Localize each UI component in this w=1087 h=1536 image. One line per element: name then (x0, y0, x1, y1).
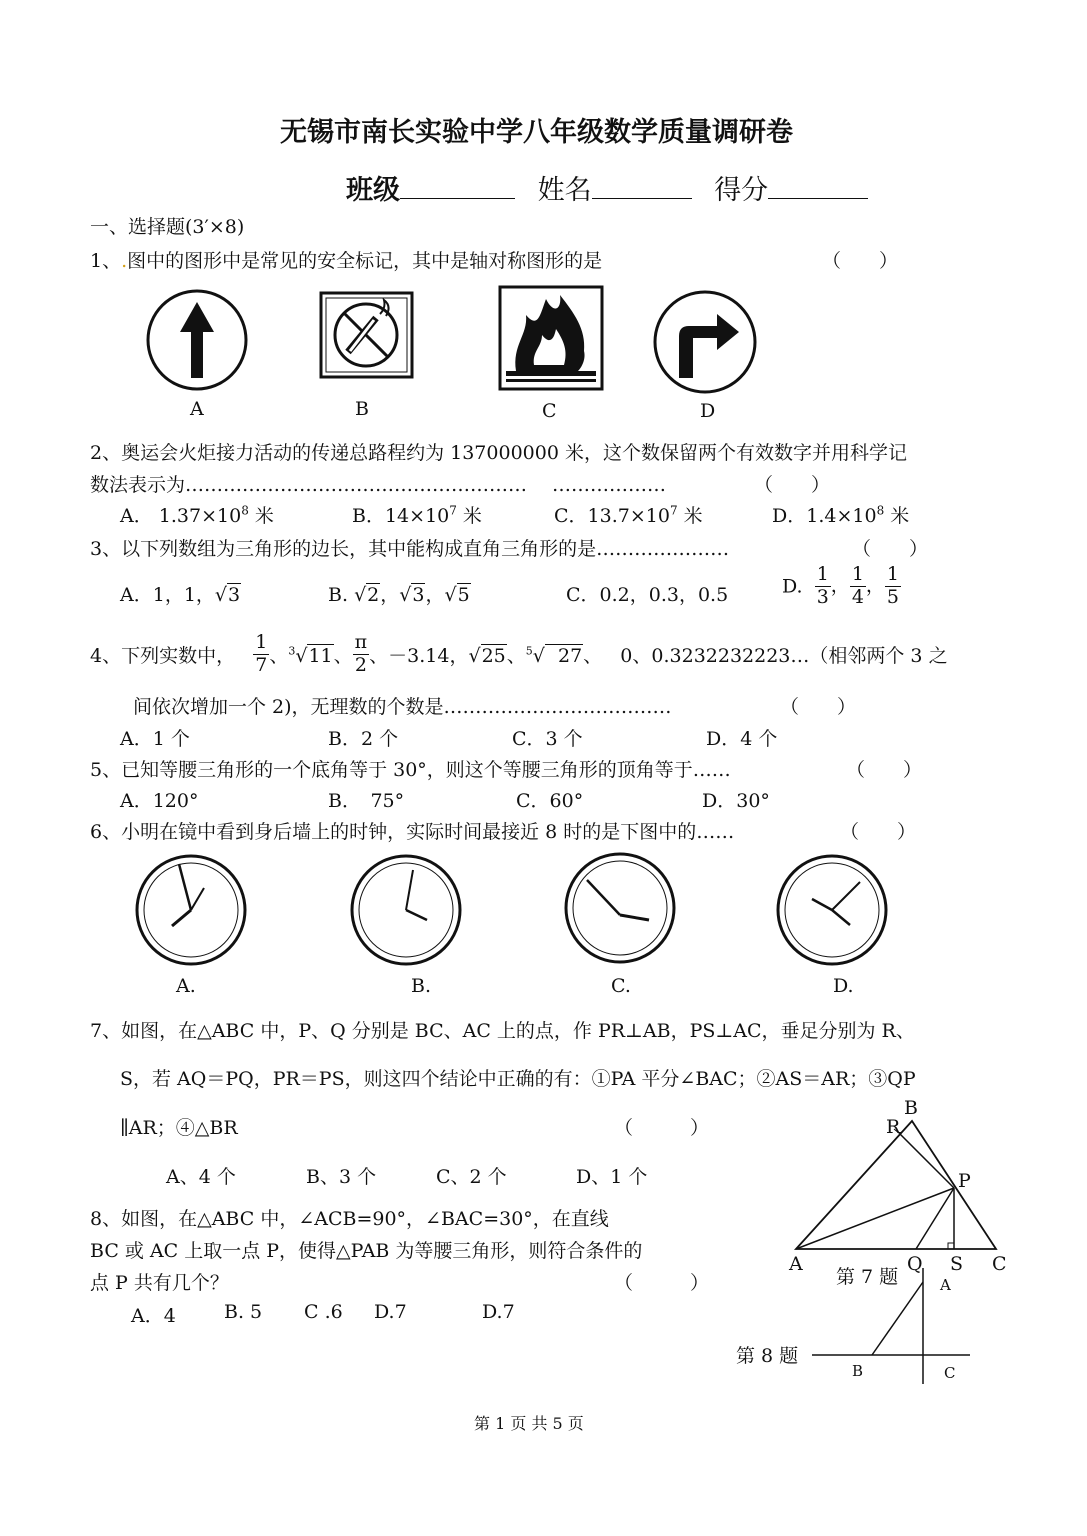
q2-option-a[interactable]: A． $1.37\times 10^8$ 米 (120, 503, 274, 527)
no-smoking-sign-icon (318, 290, 418, 390)
q7-triangle-figure (786, 1096, 1026, 1276)
class-label: 班级 (346, 175, 400, 206)
q1-label-b: B (355, 398, 369, 420)
q4-line2: 间依次增加一个 2)，无理数的个数是……………………………… (133, 696, 672, 718)
q6-label-c: C. (611, 975, 631, 997)
section-heading: 一、选择题(3′×8) (90, 216, 245, 238)
name-label: 姓名 (537, 175, 592, 206)
q8-point-a: A (940, 1276, 951, 1294)
q7-point-b: B (904, 1097, 918, 1119)
q8-point-b: B (852, 1362, 864, 1380)
q1-label-d: D (700, 400, 716, 422)
q5-option-a[interactable]: A．120° (120, 790, 199, 812)
q3-option-c[interactable]: C．0.2，0.3，0.5 (566, 584, 729, 606)
q2-option-d[interactable]: D．$1.4\times 10^8$ 米 (772, 503, 910, 527)
score-blank[interactable] (768, 174, 868, 199)
q8-triangle-figure (810, 1262, 990, 1392)
page-title: 无锡市南长实验中学八年级数学质量调研卷 (280, 117, 793, 148)
q7-option-d[interactable]: D、1 个 (576, 1166, 648, 1188)
q8-option-a[interactable]: A．4 (131, 1305, 176, 1327)
score-label: 得分 (714, 175, 769, 206)
up-arrow-sign-icon (143, 288, 253, 398)
name-blank[interactable] (592, 174, 692, 199)
q6-label-b: B. (411, 975, 432, 997)
q8-point-c: C (944, 1364, 956, 1382)
q2-answer-paren[interactable]: （ ） (754, 474, 831, 496)
q2-line2: 数法表示为……………………………………………… ……………… (90, 474, 667, 496)
q7-point-q: Q (907, 1253, 923, 1275)
q5-option-b[interactable]: B． 75° (328, 790, 405, 812)
q3-option-d[interactable]: D. $\frac{1}{3}$ ， $\frac{1}{4}$ ， $\frac{1}{5}$ (782, 563, 900, 608)
clock-b-icon (349, 852, 465, 968)
q8-option-d[interactable]: D.7 (374, 1301, 407, 1323)
turn-right-sign-icon (651, 290, 761, 400)
clock-a-icon (134, 850, 250, 966)
q5-answer-paren[interactable]: （ ） (846, 759, 923, 781)
q3-answer-paren[interactable]: （ ） (852, 538, 929, 560)
q7-point-c: C (992, 1253, 1007, 1275)
q6-answer-paren[interactable]: （ ） (840, 821, 917, 843)
q3-option-b[interactable]: B. √2，√3，√5 (328, 584, 470, 606)
q5-option-c[interactable]: C．60° (516, 790, 584, 812)
class-blank[interactable] (400, 174, 515, 199)
q1-text: 1、.图中的图形中是常见的安全标记，其中是轴对称图形的是 (90, 250, 603, 272)
q7-point-r: R (886, 1116, 901, 1138)
q7-line2: S，若 AQ＝PQ，PR＝PS，则这四个结论中正确的有：①PA 平分∠BAC；②AS＝AR；③QP (120, 1068, 916, 1090)
page-footer: 第 1 页 共 5 页 (474, 1414, 584, 1433)
q5-text: 5、已知等腰三角形的一个底角等于 30°，则这个等腰三角形的顶角等于…… (90, 759, 731, 781)
q2-option-b[interactable]: B．$14\times 10^7$ 米 (352, 503, 482, 527)
q8-line1: 8、如图，在△ABC 中，∠ACB=90°，∠BAC=30°，在直线 (90, 1208, 609, 1230)
q7-point-a: A (789, 1253, 803, 1275)
q5-option-d[interactable]: D．30° (702, 790, 770, 812)
q8-figure-caption: 第 8 题 (736, 1345, 799, 1367)
q7-figure-caption: 第 7 题 (836, 1266, 899, 1288)
q8-option-c[interactable]: C .6 (304, 1301, 343, 1323)
q1-answer-paren[interactable]: （ ） (822, 250, 899, 272)
q8-line2: BC 或 AC 上取一点 P，使得△PAB 为等腰三角形，则符合条件的 (90, 1240, 643, 1262)
q8-option-b[interactable]: B. 5 (224, 1301, 263, 1323)
q7-point-p: P (958, 1170, 971, 1192)
q8-option-d-duplicate[interactable]: D.7 (482, 1301, 515, 1323)
q4-option-c[interactable]: C．3 个 (512, 728, 583, 750)
q8-answer-paren[interactable]: （ ） (614, 1272, 710, 1294)
q7-option-b[interactable]: B、3 个 (306, 1166, 377, 1188)
q7-option-a[interactable]: A、4 个 (166, 1166, 236, 1188)
q7-option-c[interactable]: C、2 个 (436, 1166, 507, 1188)
q4-answer-paren[interactable]: （ ） (780, 696, 857, 718)
q3-option-a[interactable]: A．1，1，√3 (120, 584, 241, 606)
q4-text: 4、下列实数中， $\frac{1}{7}$ 、$^3$√11、 $\frac{\pi}{2}$ 、－3.14，√25、$^5$√ 27、 0、0.3232232223…（相邻两个 3 之 (90, 631, 948, 676)
student-info-line (346, 168, 868, 207)
q4-option-d[interactable]: D．4 个 (706, 728, 778, 750)
q4-option-a[interactable]: A．1 个 (120, 728, 190, 750)
q1-label-a: A (190, 398, 204, 420)
q7-answer-paren[interactable]: （ ） (614, 1117, 710, 1139)
q2-option-c[interactable]: C．$13.7\times 10^7$ 米 (554, 503, 703, 527)
q6-text: 6、小明在镜中看到身后墙上的时钟，实际时间最接近 8 时的是下图中的…… (90, 821, 735, 843)
q7-point-s: S (950, 1253, 964, 1275)
q7-line3: ∥AR；④△BR (120, 1117, 238, 1139)
fire-sign-icon (498, 285, 608, 395)
clock-c-icon (563, 850, 679, 966)
q7-line1: 7、如图，在△ABC 中，P、Q 分别是 BC、AC 上的点，作 PR⊥AB，PS⊥AC，垂足分别为 R、 (90, 1020, 915, 1042)
clock-d-icon (777, 852, 893, 968)
q4-option-b[interactable]: B．2 个 (328, 728, 399, 750)
q1-label-c: C (542, 400, 557, 422)
q8-line3: 点 P 共有几个？ (90, 1272, 229, 1294)
q2-line1: 2、奥运会火炬接力活动的传递总路程约为 137000000 米，这个数保留两个有效数字并用科学记 (90, 442, 907, 464)
q6-label-a: A. (176, 975, 196, 997)
q6-label-d: D. (833, 975, 854, 997)
q3-text: 3、以下列数组为三角形的边长，其中能构成直角三角形的是………………… (90, 538, 730, 560)
